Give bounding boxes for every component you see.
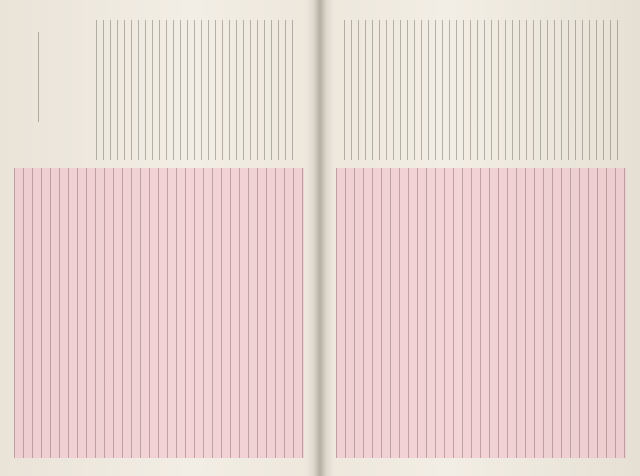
right-page xyxy=(320,0,640,476)
highlighted-text-block xyxy=(336,168,626,458)
annotation-text-block xyxy=(344,20,620,160)
highlighted-text-region xyxy=(14,168,304,458)
gutter-shadow xyxy=(306,0,320,476)
highlighted-text-region xyxy=(336,168,626,458)
highlighted-text-block xyxy=(14,168,304,458)
annotation-text-block xyxy=(96,20,296,160)
chapter-label-column xyxy=(38,32,45,122)
gutter-shadow xyxy=(320,0,334,476)
